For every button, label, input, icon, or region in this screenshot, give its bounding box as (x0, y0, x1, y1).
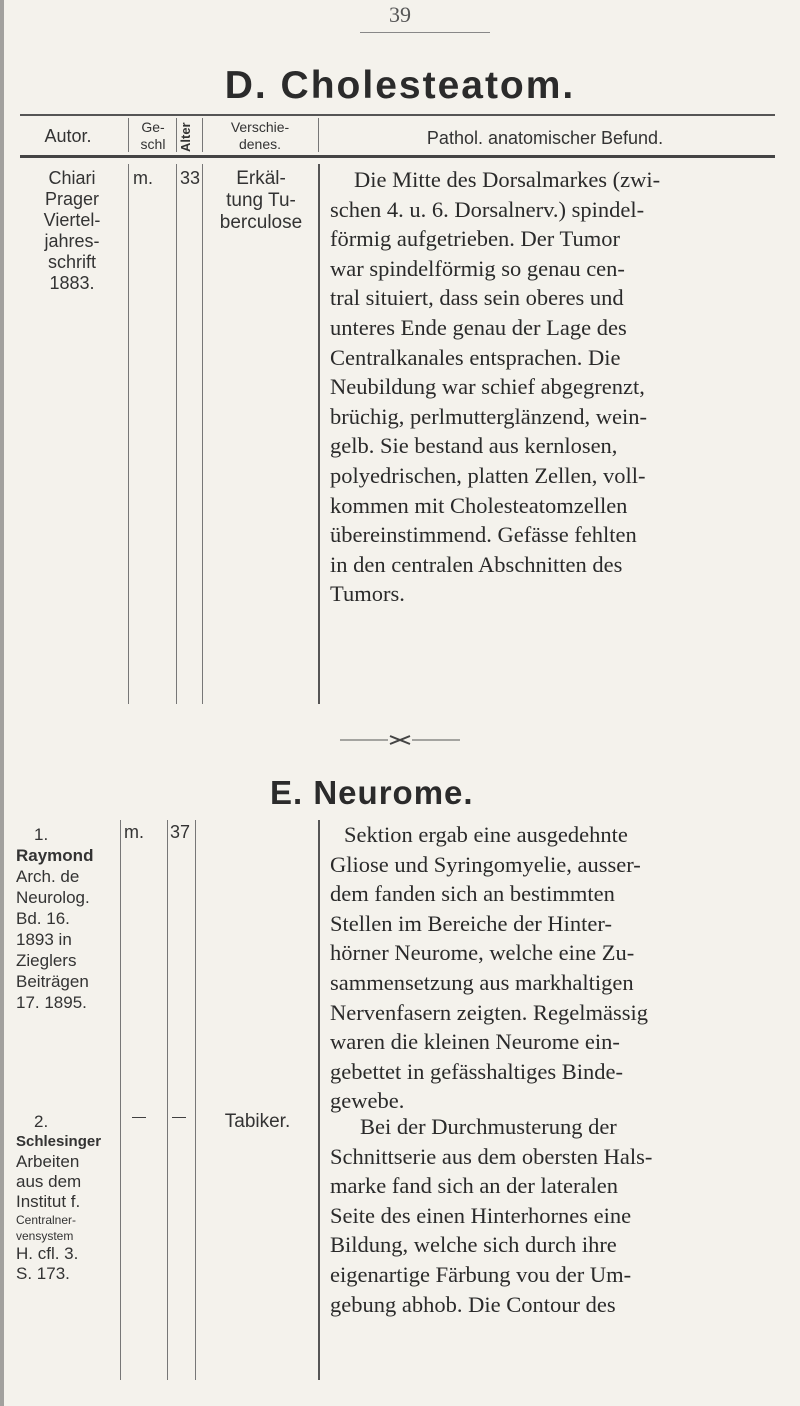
e1-entry-autor: 1. Raymond Arch. de Neurolog. Bd. 16. 1893 in Zieglers Beiträgen 17. 1895. (16, 825, 94, 1012)
page-number: 39 (389, 2, 411, 27)
header-divider (176, 118, 177, 152)
column-divider (167, 820, 168, 1380)
table-header-rule (20, 155, 775, 158)
e1-entry-alter: 37 (170, 822, 191, 842)
header-verschiedenes-1: Verschie- (230, 119, 290, 135)
e1-entry-befund: Sektion ergab eine ausgedehnte Gliose und Syringomyelie, ausser- dem fanden sich an bestimmten Stellen im Bereiche der Hinter- hörner Neurome, welche eine Zu- sammensetzung aus markhaltigen Nervenfasern zeigten. Regelmässig waren die kleinen Neurome ein- gebettet in gefässhaltiges Binde- gewebe. (330, 822, 648, 1114)
page-number-underline (360, 32, 490, 33)
d-entry-verschiedenes: Erkäl- tung Tu- berculose (219, 168, 303, 233)
header-verschiedenes-2: denes. (238, 136, 282, 152)
header-divider (128, 118, 129, 152)
e2-entry-befund: Bei der Durchmusterung der Schnittserie aus dem obersten Hals- marke fand sich an der lateralen Seite des einen Hinterhornes eine Bildung, welche sich durch ihre eigenartige Färbung vou der Um- gebung abhob. Die Contour des (330, 1114, 653, 1317)
header-divider (318, 118, 319, 152)
column-divider (128, 164, 129, 704)
section-e-title: E. Neurome. (270, 774, 474, 811)
e1-entry-geschl: m. (124, 822, 144, 842)
column-divider (195, 820, 196, 1380)
column-divider (120, 820, 121, 1380)
header-divider (202, 118, 203, 152)
e2-entry-geschl: — (132, 1108, 146, 1124)
ornament-divider (340, 732, 460, 748)
e2-entry-verschiedenes: Tabiker. (224, 1111, 291, 1132)
section-d-title: D. Cholesteatom. (224, 64, 576, 107)
header-geschl-2: schl (140, 136, 166, 152)
page-edge (0, 0, 4, 1406)
column-divider (318, 164, 320, 704)
e2-entry-autor: 2. Schlesinger Arbeiten aus dem Institut f. Centralner- vensystem H. cfl. 3. S. 173. (16, 1112, 102, 1283)
column-divider (202, 164, 203, 704)
header-geschl-1: Ge- (141, 119, 165, 135)
column-divider (176, 164, 177, 704)
header-alter: Alter (178, 122, 193, 152)
d-entry-autor: Chiari Prager Viertel- jahres- schrift 1883. (43, 168, 101, 293)
d-entry-geschl: m. (133, 168, 153, 188)
header-autor: Autor. (44, 126, 92, 146)
e2-entry-alter: — (172, 1108, 186, 1124)
d-entry-alter: 33 (180, 168, 201, 188)
d-entry-befund: Die Mitte des Dorsalmarkes (zwi- schen 4. u. 6. Dorsalnerv.) spindel- förmig aufgetrieben. Der Tumor war spindelförmig so genau cen- tral situiert, dass sein oberes und unteres Ende genau der Lage des Centralkanales entsprachen. Die Neubildung war schief abgegrenzt, brüchig, perlmutterglänzend, wein- gelb. Sie bestand aus kernlosen, polyedrischen, platten Zellen, voll- kommen mit Cholesteatomzellen übereinstimmend. Gefässe fehlten in den centralen Abschnitten des Tumors. (330, 167, 661, 607)
column-divider (318, 820, 320, 1380)
header-befund: Pathol. anatomischer Befund. (426, 128, 664, 148)
table-top-rule (20, 114, 775, 116)
